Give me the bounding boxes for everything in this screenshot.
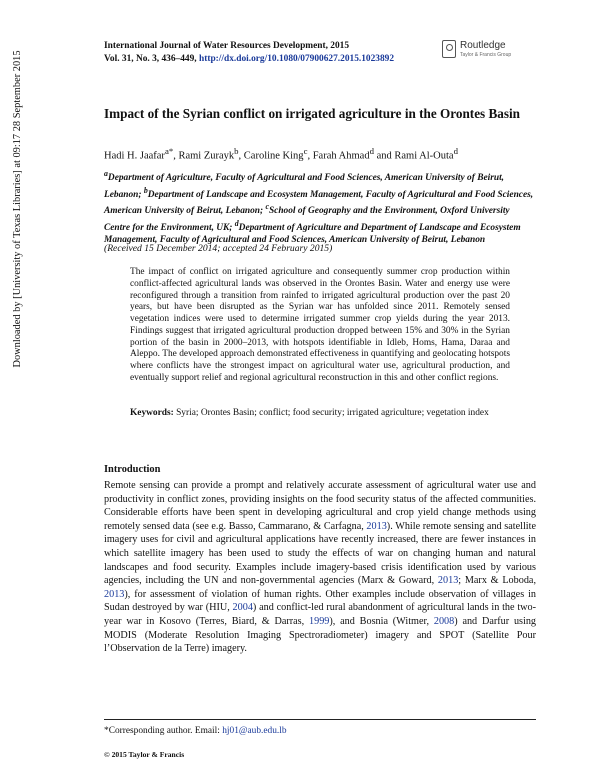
citation-link[interactable]: 2013 — [437, 575, 459, 587]
footnote-divider — [104, 719, 536, 720]
doi-link[interactable]: http://dx.doi.org/10.1080/07900627.2015.1023892 — [198, 54, 395, 64]
email-link[interactable]: hj01@aub.edu.lb — [222, 726, 287, 736]
journal-issue-line: Vol. 31, No. 3, 436–449, http://dx.doi.org/10.1080/07900627.2015.1023892 — [104, 54, 395, 64]
keywords: Keywords: Syria; Orontes Basin; conflict; food security; irrigated agriculture; vegetation index — [130, 408, 489, 418]
publisher-name: Routledge — [460, 40, 506, 51]
citation-link[interactable]: 2013 — [104, 588, 125, 600]
section-heading: Introduction — [104, 464, 161, 475]
citation-link[interactable]: 2004 — [232, 602, 253, 614]
author: Caroline King — [243, 150, 304, 162]
citation-link[interactable]: 2008 — [433, 615, 455, 627]
author: Rami Al-Outa — [394, 150, 454, 162]
corresponding-author-note: *Corresponding author. Email: hj01@aub.edu.lb — [104, 726, 287, 736]
abstract: The impact of conflict on irrigated agriculture and consequently summer crop production within conflict-affected agricultural lands was observed in the Orontes Basin. Water and energy use were reconfigured through a transition from rainfed to irrigated agricultural production over the past 20 years, but have been disrupted as the Syrian war has unfolded since 2011. Remotely sensed vegetation indices were used to determine irrigated summer crop yields during the year 2013. Findings suggest that irrigated agricultural production dropped between 15% and 30% in the Syrian portion of the basin in 2000–2013, with hotspots identifiable in Idleb, Homs, Hama, Daraa and Aleppo. The developed approach demonstrated effectiveness in quantifying and geolocating hotspots where conflicts have the strongest impact on agricultural water use, agricultural production, and eventually support relief and regional agricultural reconstruction in this and other conflict regions. — [130, 267, 510, 383]
journal-header — [104, 40, 394, 66]
affiliations: $^a$Department of Agriculture, Faculty of Agricultural and Food Sciences, American University of Beirut, Lebanon; $^b$Department of Landscape and Ecosystem Management, Faculty of Agricultural and Food Sciences, American University of Beirut, Lebanon; $^c$School of Geography and the Environment, Oxford University Centre for the Environment, UK; $^d$Department of Agriculture and Department of Landscape and Ecosystem Management, Faculty of Agricultural and Food Sciences, American University of Beirut, Lebanon — [104, 169, 534, 245]
citation-link[interactable]: 1999 — [309, 615, 330, 627]
author: Hadi H. Jaafar — [104, 150, 165, 162]
author: Rami Zurayk — [178, 150, 235, 162]
introduction-body: Remote sensing can provide a prompt and relatively accurate assessment of agricultural water use and productivity in conflict zones, providing insights on the food security status of the affected communities. Considerable efforts have been spent in developing agricultural and crop yield change methods using remotely sensed data (see e.g. Basso, Cammarano, & Carfagna, 2013). While remote sensing and satellite imagery uses for civil and agricultural applications have recently increased, there are fewer instances in which satellite imagery has been used to study the effects of war on changing human and natural landscapes and food security. Examples include imagery-based crisis identification used by various agencies, including the UN and non-governmental agencies (Marx & Goward, 2013; Marx & Loboda, 2013), for assessment of violation of human rights. Other examples include observation of villages in Sudan destroyed by war (HIU, 2004) and conflict-led rural abandonment of agricultural lands in the two-year war in Kosovo (Terres, Biard, & Darras, 1999), and Bosnia (Witmer, 2008) and Darfur using MODIS (Moderate Resolution Imaging Spectroradiometer) imagery and SPOT (Satellite Pour l’Observation de la Terre) imagery. — [104, 480, 537, 655]
author: Farah Ahmad — [312, 150, 370, 162]
journal-name: International Journal of Water Resources Development, 2015 — [104, 41, 350, 51]
publisher-logo — [442, 40, 532, 62]
copyright: © 2015 Taylor & Francis — [104, 750, 185, 759]
received-dates: (Received 15 December 2014; accepted 24 February 2015) — [104, 243, 333, 254]
download-watermark: Downloaded by [University of Texas Libraries] at 09:17 28 September 2015 — [12, 50, 23, 368]
author-list: Hadi H. Jaafar$^{a*}$, Rami Zurayk$^b$, Caroline King$^c$, Farah Ahmad$^d$ and Rami Al-Outa$^d$ — [104, 146, 458, 162]
citation-link[interactable]: 2013 — [366, 520, 387, 532]
publisher-sub: Taylor & Francis Group — [460, 52, 512, 58]
article-title: Impact of the Syrian conflict on irrigated agriculture in the Orontes Basin — [104, 106, 520, 121]
routledge-logo-icon — [442, 40, 456, 58]
